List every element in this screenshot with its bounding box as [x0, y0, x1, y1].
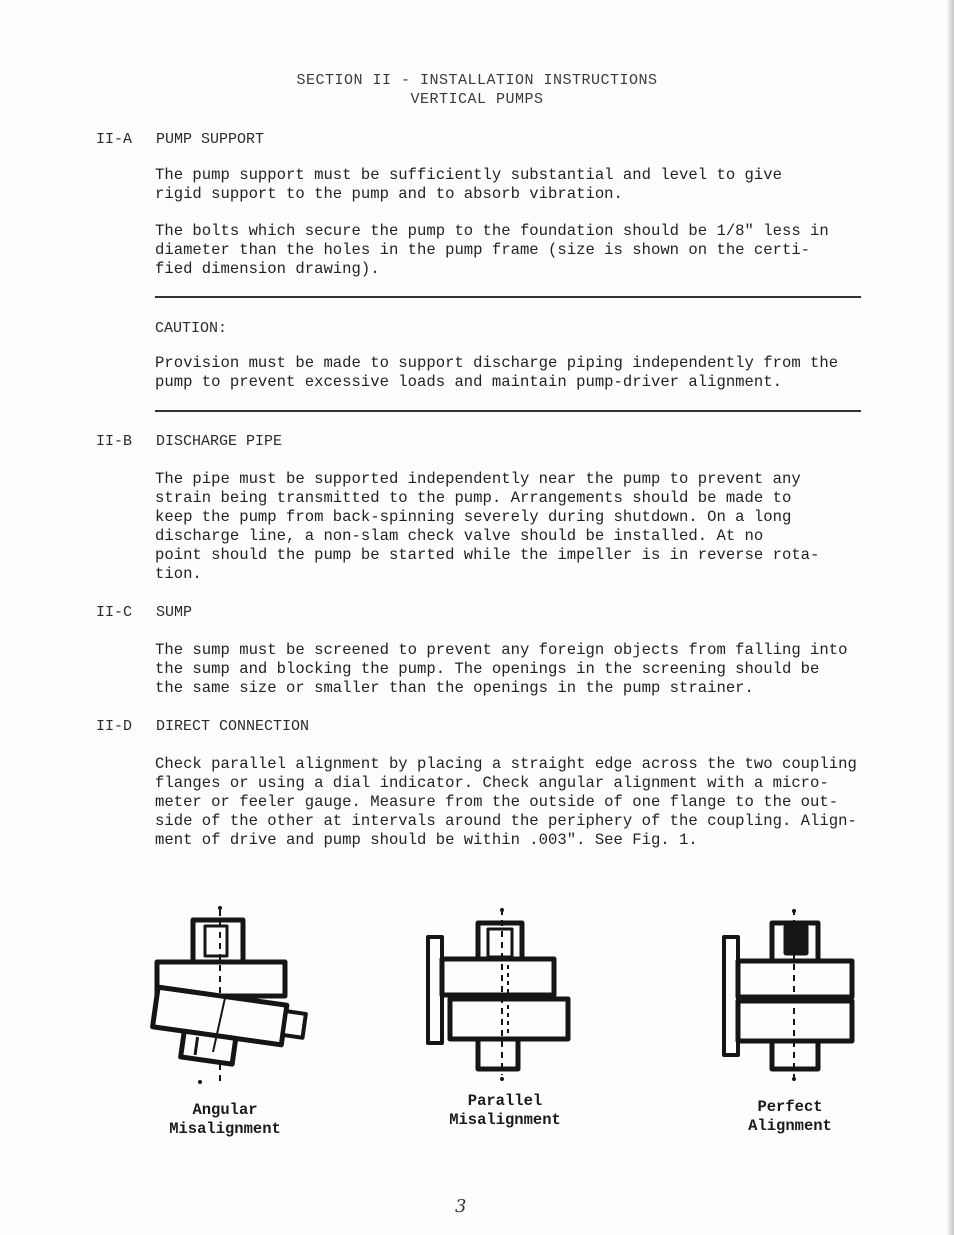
section-title-pump-support: PUMP SUPPORT: [156, 131, 265, 148]
caution-rule-bottom: [155, 410, 861, 412]
paragraph-direct-connection: [155, 755, 855, 850]
text-line: pump to prevent excessive loads and maintain pump-driver alignment.: [155, 373, 782, 391]
caution-text: [155, 354, 855, 392]
section-title-direct-connection: DIRECT CONNECTION: [156, 718, 310, 735]
paragraph-discharge-pipe: [155, 470, 855, 584]
text-line: rigid support to the pump and to absorb vibration.: [155, 185, 623, 203]
caption-line: Misalignment: [169, 1120, 281, 1138]
page-number: 3: [455, 1196, 467, 1217]
text-line: The pipe must be supported independently near the pump to prevent any: [155, 470, 801, 488]
angular-misalignment-diagram: [145, 902, 315, 1092]
section-id-II-A: II-A: [96, 131, 133, 148]
parallel-misalignment-diagram: [420, 905, 580, 1090]
section-id-II-C: II-C: [96, 604, 133, 621]
text-line: tion.: [155, 565, 202, 583]
caption-line: Angular: [192, 1101, 258, 1119]
caption-angular-misalignment: [140, 1101, 310, 1139]
paragraph-sump: [155, 641, 855, 698]
section-title-sump: SUMP: [156, 604, 193, 621]
text-line: discharge line, a non-slam check valve should be installed. At no: [155, 527, 764, 545]
text-line: side of the other at intervals around the periphery of the coupling. Align-: [155, 812, 857, 830]
text-line: flanges or using a dial indicator. Check angular alignment with a micro-: [155, 774, 829, 792]
text-line: meter or feeler gauge. Measure from the outside of one flange to the out-: [155, 793, 839, 811]
caution-rule-top: [155, 296, 861, 298]
text-line: diameter than the holes in the pump frame (size is shown on the certi-: [155, 241, 811, 259]
caption-line: Perfect: [757, 1098, 823, 1116]
text-line: strain being transmitted to the pump. Arrangements should be made to: [155, 489, 792, 507]
caution-label: CAUTION:: [155, 320, 228, 337]
caption-perfect-alignment: [715, 1098, 865, 1136]
section-id-II-B: II-B: [96, 433, 133, 450]
text-line: The pump support must be sufficiently substantial and level to give: [155, 166, 782, 184]
caption-line: Parallel: [467, 1092, 543, 1110]
section-subheading: VERTICAL PUMPS: [410, 91, 544, 108]
text-line: the sump and blocking the pump. The openings in the screening should be: [155, 660, 820, 678]
text-line: The sump must be screened to prevent any foreign objects from falling into: [155, 641, 848, 659]
text-line: point should the pump be started while the impeller is in reverse rota-: [155, 546, 820, 564]
text-line: the same size or smaller than the openings in the pump strainer.: [155, 679, 754, 697]
paragraph-pump-support: [155, 166, 855, 204]
text-line: Provision must be made to support discharge piping independently from the: [155, 354, 839, 372]
text-line: ment of drive and pump should be within .003". See Fig. 1.: [155, 831, 698, 849]
perfect-alignment-diagram: [716, 905, 866, 1090]
page-edge-shadow: [946, 0, 954, 1235]
text-line: The bolts which secure the pump to the foundation should be 1/8" less in: [155, 222, 829, 240]
text-line: keep the pump from back-spinning severely during shutdown. On a long: [155, 508, 792, 526]
caption-line: Misalignment: [449, 1111, 561, 1129]
text-line: Check parallel alignment by placing a straight edge across the two coupling: [155, 755, 857, 773]
section-heading: SECTION II - INSTALLATION INSTRUCTIONS: [296, 72, 658, 89]
text-line: fied dimension drawing).: [155, 260, 380, 278]
caption-parallel-misalignment: [405, 1092, 605, 1130]
paragraph-bolts: [155, 222, 855, 279]
caption-line: Alignment: [748, 1117, 832, 1135]
section-title-discharge-pipe: DISCHARGE PIPE: [156, 433, 283, 450]
section-id-II-D: II-D: [96, 718, 133, 735]
